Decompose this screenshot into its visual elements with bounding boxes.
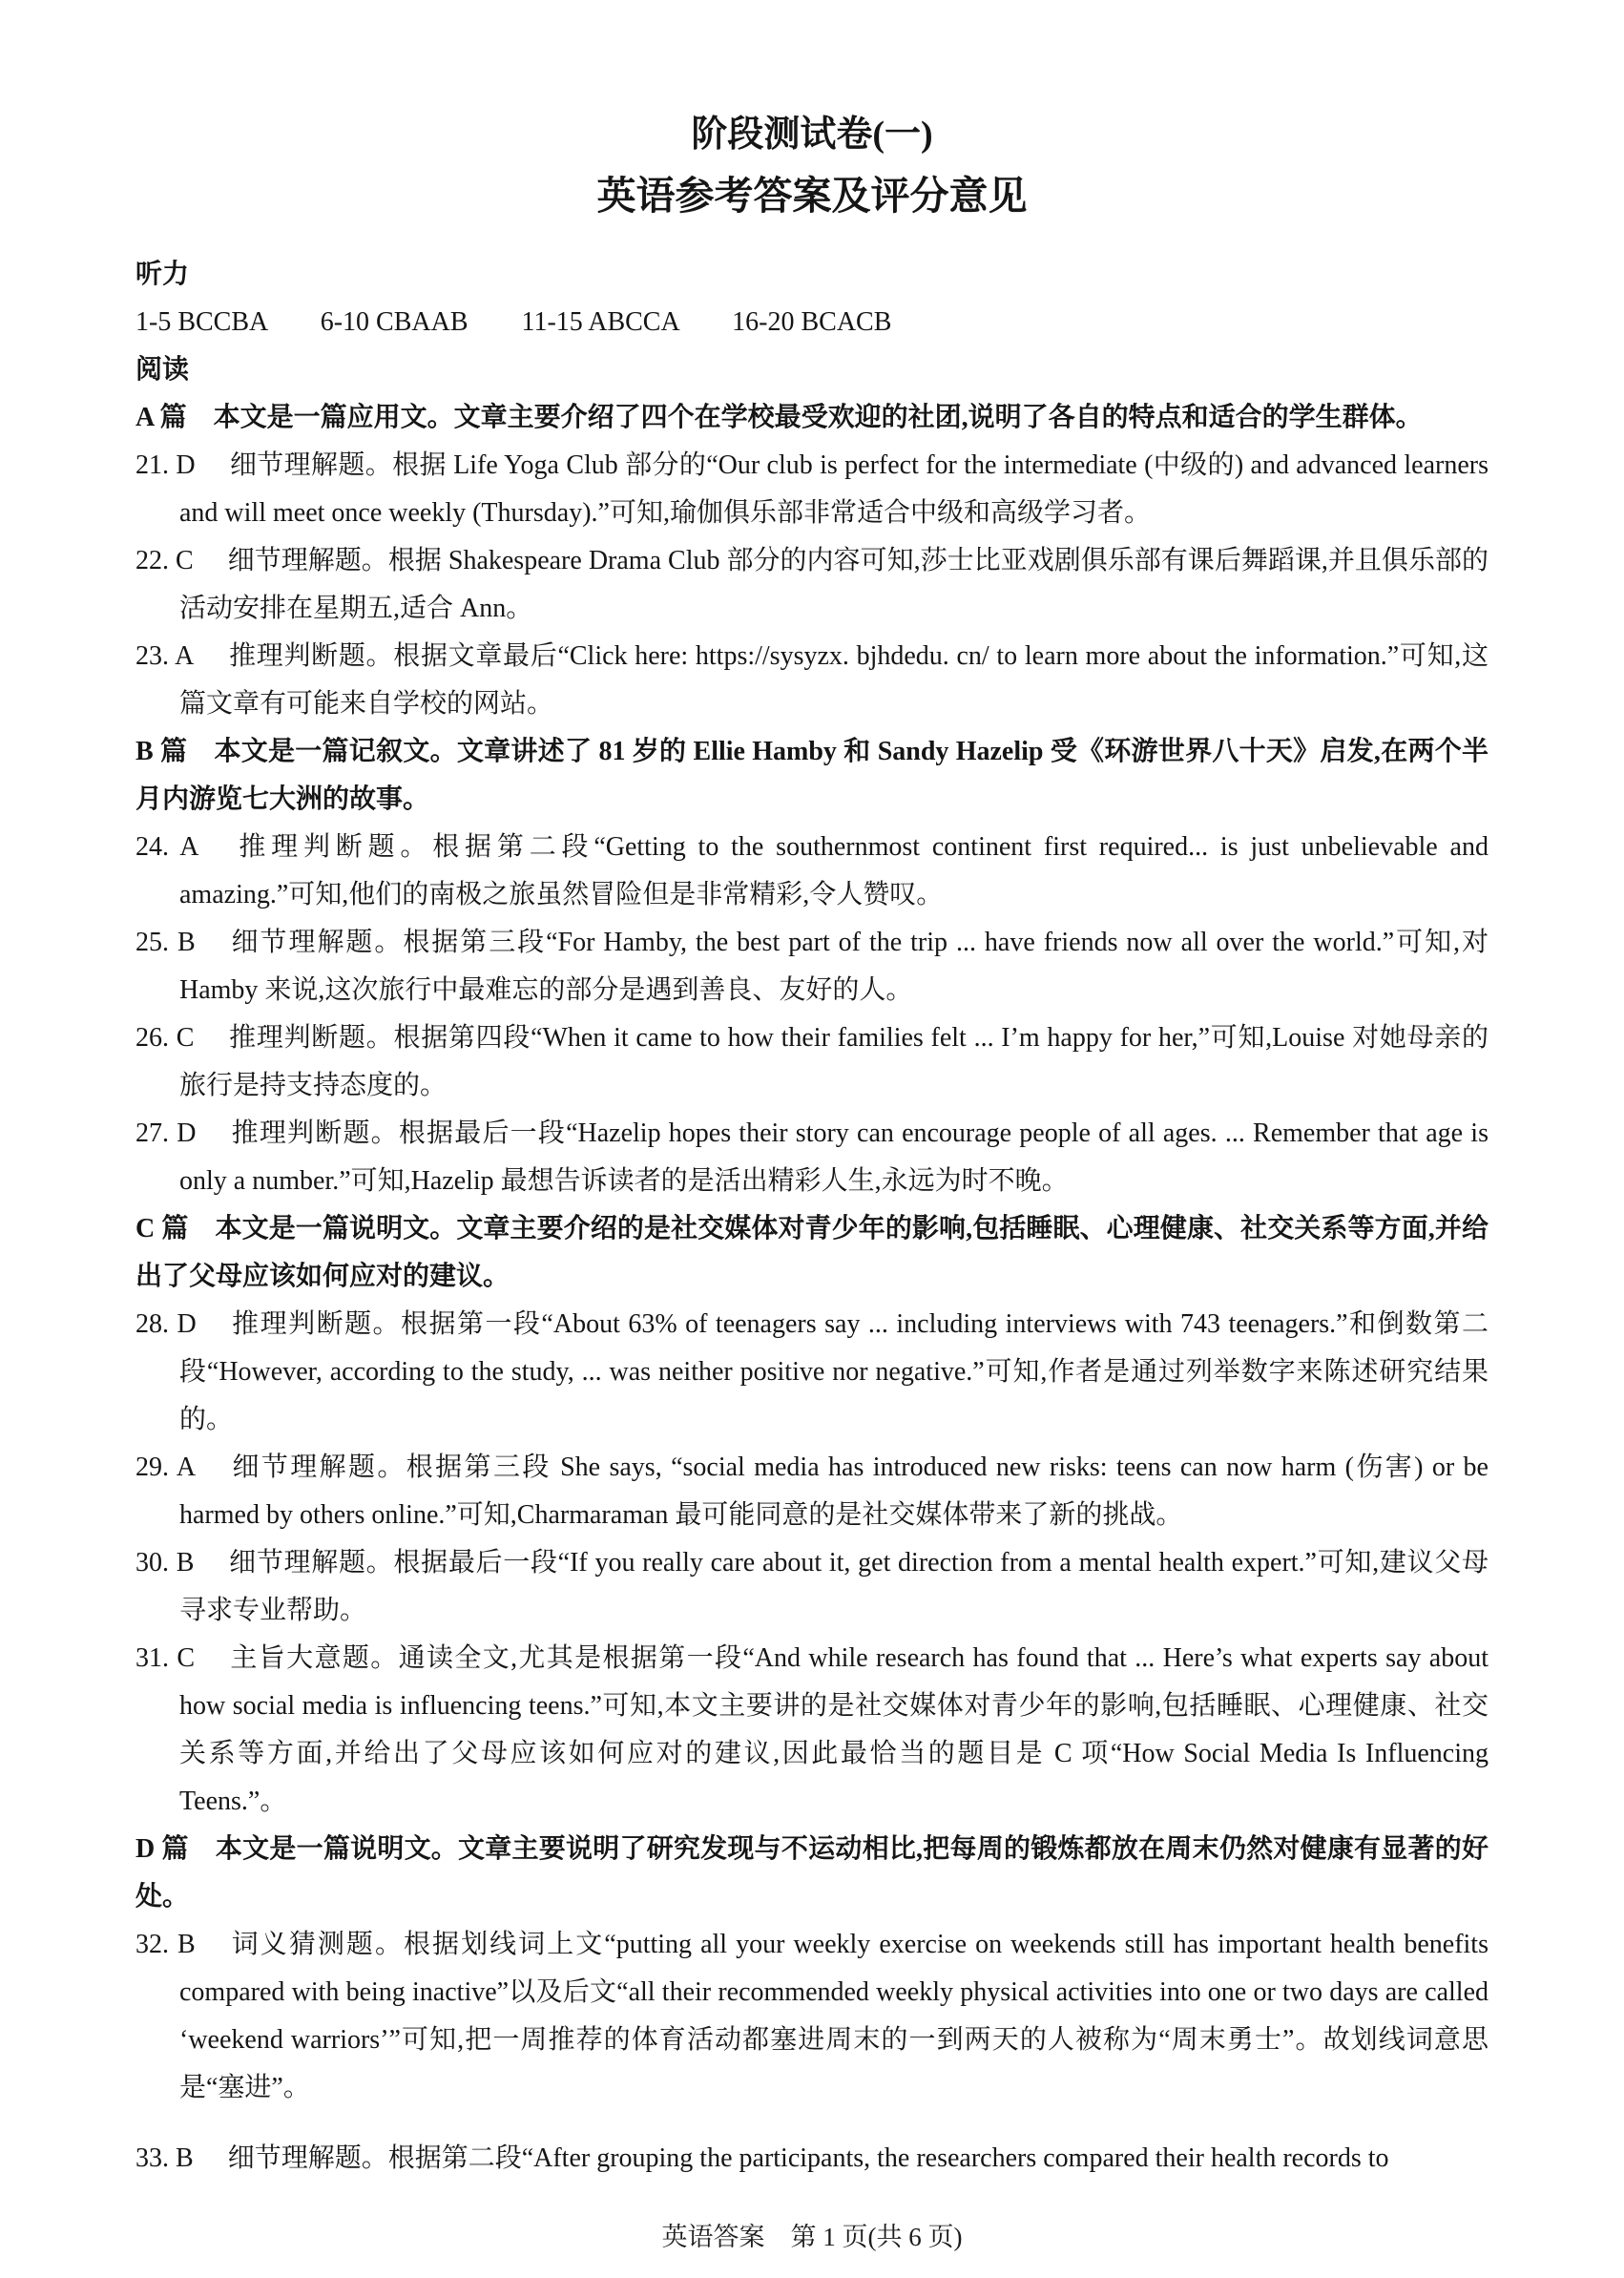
question-type-label: 推理判断题。 (230, 1308, 402, 1339)
passage-b-summary: B 篇 本文是一篇记叙文。文章讲述了 81 岁的 Ellie Hamby 和 Sandy Hazelip 受《环游世界八十天》启发,在两个半月内游览七大洲的故事。 (135, 736, 1489, 814)
answer-item-25 (135, 919, 1489, 1014)
item-explanation: 根据第一段“About 63% of teenagers say ... including interviews with 743 teenagers.”和倒数第二段“However, according to the study, ... was neither positive nor negative.”可知,作者是通过列举数字来陈述研究结果的。 (179, 1308, 1489, 1434)
answer-item-27 (135, 1110, 1489, 1205)
answer-item-33 (135, 2135, 1489, 2183)
question-type-label: 主旨大意题。 (229, 1642, 399, 1673)
question-type-label: 细节理解题。 (229, 449, 393, 480)
question-type-label: 细节理解题。 (227, 2142, 388, 2173)
section-heading-reading: 阅读 (135, 354, 190, 385)
item-explanation: 根据 Life Yoga Club 部分的“Our club is perfect for the intermediate (中级的) and advanced learners and will meet once weekly (Thursday).”可知,瑜伽俱乐部非常适合中级和高级学习者。 (179, 449, 1489, 528)
question-type-label: 推理判断题。 (228, 640, 394, 671)
passage-a-summary: A 篇 本文是一篇应用文。文章主要介绍了四个在学校最受欢迎的社团,说明了各自的特点和适合的学生群体。 (135, 402, 1423, 432)
answers-subtitle: 英语参考答案及评分意见 (596, 173, 1028, 218)
question-type-label: 细节理解题。 (230, 1452, 406, 1482)
item-explanation: 根据文章最后“Click here: https://sysyzx. bjhdedu. cn/ to learn more about the information.”可知,这篇文章有可能来自学校的网站。 (179, 640, 1489, 719)
question-type-label: 细节理解题。 (229, 927, 404, 957)
item-number-and-answer: 21. D (135, 449, 196, 480)
item-explanation: 通读全文,尤其是根据第一段“And while research has found that ... Here’s what experts say about how social media is influencing teens.”可知,本文主要讲的是社交媒体对青少年的影响,包括睡眠、心理健康、社交关系等方面,并给出了父母应该如何应对的建议,因此最恰当的题目是 C 项“How Social Media Is Influencing Teens.”。 (179, 1642, 1489, 1816)
passage-d-summary: D 篇 本文是一篇说明文。文章主要说明了研究发现与不运动相比,把每周的锻炼都放在周末仍然对健康有显著的好处。 (135, 1833, 1489, 1912)
item-number-and-answer: 33. B (135, 2142, 194, 2173)
item-explanation: 根据最后一段“If you really care about it, get direction from a mental health expert.”可知,建议父母寻求专业帮助。 (179, 1547, 1489, 1625)
passage-c-summary: C 篇 本文是一篇说明文。文章主要介绍的是社交媒体对青少年的影响,包括睡眠、心理健康、社交关系等方面,并给出了父母应该如何应对的建议。 (135, 1213, 1489, 1291)
item-number-and-answer: 22. C (135, 545, 194, 575)
answer-item-24 (135, 824, 1489, 919)
item-explanation: 根据第二段“Getting to the southernmost continent first required... is just unbelievable and amazing.”可知,他们的南极之旅虽然冒险但是非常精彩,令人赞叹。 (179, 831, 1489, 909)
item-number-and-answer: 29. A (135, 1452, 197, 1482)
section-heading-listening: 听力 (135, 259, 190, 289)
item-explanation: 根据第三段 She says, “social media has introduced new risks: teens can now harm (伤害) or be harmed by others online.”可知,Charmaraman 最可能同意的是社交媒体带来了新的挑战。 (179, 1452, 1489, 1530)
answer-item-31 (135, 1635, 1489, 1826)
item-number-and-answer: 26. C (135, 1022, 195, 1053)
answer-item-29 (135, 1444, 1489, 1539)
answers-content (135, 251, 1489, 2183)
item-explanation: 根据第三段“For Hamby, the best part of the trip ... have friends now all over the world.”可知,对 Hamby 来说,这次旅行中最难忘的部分是遇到善良、友好的人。 (179, 927, 1489, 1005)
answer-item-22 (135, 537, 1489, 633)
answer-item-28 (135, 1301, 1489, 1444)
item-number-and-answer: 30. B (135, 1547, 195, 1578)
item-explanation: 根据划线词上文“putting all your weekly exercise on weekends still has important health benefits compared with being inactive”以及后文“all their recommended weekly physical activities into one or two days are called ‘weekend warriors’”可知,把一周推荐的体育活动都塞进周末的一到两天的人被称为“周末勇士”。故划线词意思是“塞进”。 (179, 1929, 1489, 2102)
answer-item-23 (135, 633, 1489, 728)
item-explanation: 根据第四段“When it came to how their families felt ... I’m happy for her,”可知,Louise 对她母亲的旅行是持支持态度的。 (179, 1022, 1489, 1100)
answer-item-21 (135, 442, 1489, 537)
item-number-and-answer: 25. B (135, 927, 196, 957)
item-number-and-answer: 23. A (135, 640, 195, 671)
question-type-label: 推理判断题。 (228, 1022, 394, 1053)
question-type-label: 推理判断题。 (230, 1118, 399, 1148)
item-explanation: 根据第二段“After grouping the participants, the researchers compared their health records to (387, 2142, 1389, 2173)
question-type-label: 细节理解题。 (227, 545, 388, 575)
item-number-and-answer: 32. B (135, 1929, 196, 1959)
question-type-label: 推理判断题。 (233, 831, 433, 862)
answer-item-26 (135, 1014, 1489, 1110)
item-number-and-answer: 31. C (135, 1642, 196, 1673)
question-type-label: 细节理解题。 (228, 1547, 394, 1578)
page-footer: 英语答案 第 1 页(共 6 页) (661, 2223, 963, 2251)
item-number-and-answer: 24. A (135, 831, 199, 862)
exam-title: 阶段测试卷(一) (691, 115, 933, 155)
answer-item-32 (135, 1921, 1489, 2112)
item-explanation: 根据最后一段“Hazelip hopes their story can encourage people of all ages. ... Remember that age is only a number.”可知,Hazelip 最想告诉读者的是活出精彩人生,永远为时不晚。 (179, 1118, 1489, 1196)
listening-answer-keys: 1-5 BCCBA 6-10 CBAAB 11-15 ABCCA 16-20 BCACB (135, 306, 892, 337)
question-type-label: 词义猜测题。 (229, 1929, 404, 1959)
item-number-and-answer: 27. D (135, 1118, 197, 1148)
answer-item-30 (135, 1539, 1489, 1635)
item-number-and-answer: 28. D (135, 1308, 197, 1339)
item-explanation: 根据 Shakespeare Drama Club 部分的内容可知,莎士比亚戏剧俱乐部有课后舞蹈课,并且俱乐部的活动安排在星期五,适合 Ann。 (179, 545, 1489, 623)
